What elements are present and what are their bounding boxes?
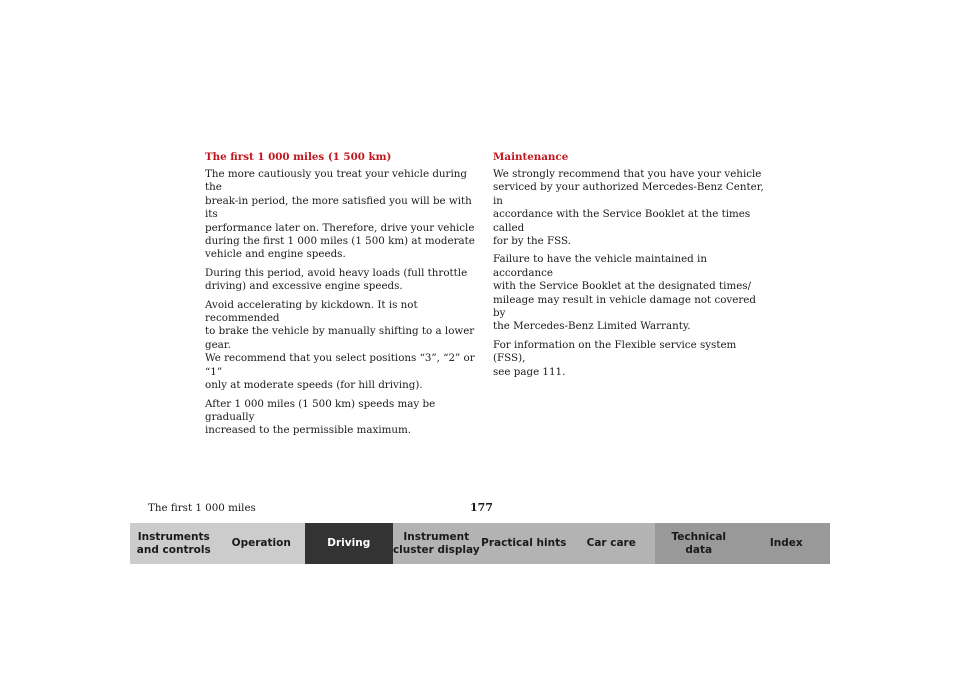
- tab-driving[interactable]: Driving: [305, 523, 393, 564]
- paragraph: Avoid accelerating by kickdown. It is not recommended to brake the vehicle by manually shifting to a lower gear. We recommend that you select positions “3”, “2” or “1” only at moderate speeds (for hill driving).: [205, 298, 475, 392]
- tab-practical-hints[interactable]: Practical hints: [480, 523, 568, 564]
- page-number: 177: [470, 501, 493, 514]
- section-heading-maintenance: Maintenance: [493, 151, 569, 163]
- tab-instruments-and-controls[interactable]: Instruments and controls: [130, 523, 218, 564]
- tab-technical-data[interactable]: Technical data: [655, 523, 743, 564]
- left-column: [205, 150, 477, 443]
- paragraph: After 1 000 miles (1 500 km) speeds may be gradually increased to the permissible maximum.: [205, 397, 436, 437]
- running-title: The first 1 000 miles: [148, 502, 256, 514]
- paragraph: For information on the Flexible service system (FSS), see page 111.: [493, 338, 737, 378]
- tab-operation[interactable]: Operation: [218, 523, 306, 564]
- section-heading-first-1000-miles: The first 1 000 miles (1 500 km): [205, 151, 392, 163]
- paragraph: During this period, avoid heavy loads (full throttle driving) and excessive engine speeds.: [205, 266, 468, 293]
- tab-car-care[interactable]: Car care: [568, 523, 656, 564]
- paragraph: The more cautiously you treat your vehicle during the break-in period, the more satisfied you will be with its performance later on. Therefore, drive your vehicle during the first 1 000 miles (1 500 km) at moderate vehicle and engine speeds.: [205, 168, 475, 261]
- tab-instrument-cluster-display[interactable]: Instrument cluster display: [393, 523, 481, 564]
- tab-index[interactable]: Index: [743, 523, 831, 564]
- right-column: [493, 150, 765, 384]
- paragraph: We strongly recommend that you have your vehicle serviced by your authorized Mercedes-Benz Center, in accordance with the Service Booklet at the times called for by the FSS.: [493, 168, 764, 248]
- paragraph: Failure to have the vehicle maintained in accordance with the Service Booklet at the designated times/ mileage may result in vehicle damage not covered by the Mercedes-Benz Limited Warranty.: [493, 253, 756, 333]
- section-tab-bar: [130, 523, 830, 564]
